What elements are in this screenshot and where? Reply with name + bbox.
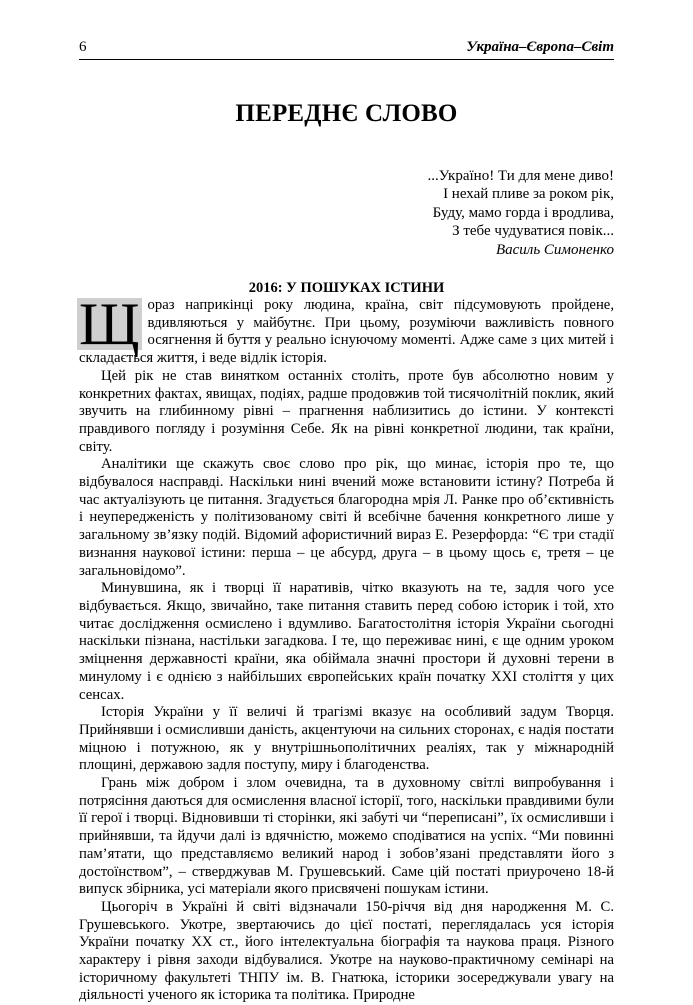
epigraph-line: ...Україно! Ти для мене диво! (427, 168, 614, 184)
paragraph: Цей рік не став винятком останніх століть, проте був абсолютно новим у конкретних фактах, явищах, подіях, радше продовжив той тисячолітній поклик, який звучить на глибинному рівні – прагнення наблизитись до істини. У контексті правдивого погляду і розуміння Себе. Як на рівні конкретної людини, так країни, світу. (79, 367, 614, 455)
epigraph-line: З тебе чудуватися повік... (452, 223, 614, 240)
epigraph-line: І нехай пливе за роком рік, (443, 186, 614, 203)
paragraph: Грань між добром і злом очевидна, та в духовному світлі випробування і потрясіння даються для осмислення власної історії, того, наскільки правдивими були її герої і творці. Відновивши ті сторінки, які забуті чи “переписані”, їх осмисливши і прийнявши, та йдучи далі із вдячністю, можемо сподіватися на успіх. “Ми повинні пам’ятати, що представляємо великий народ і зобов’язані представляти його з достоїнством”, – стверджував М. Грушевський. Саме цій постаті приурочено 18-й випуск збірника, усі матеріали якого присвячені пошукам істини. (79, 775, 614, 898)
page-title: ПЕРЕДНЄ СЛОВО (235, 100, 458, 127)
section-title: 2016: У ПОШУКАХ ІСТИНИ (248, 280, 445, 297)
running-title: Україна–Європа–Світ (466, 39, 614, 55)
epigraph-line: Буду, мамо горда і вродлива, (432, 204, 614, 221)
paragraph-text: ораз наприкінці року людина, країна, світ підсумовують пройдене, вдивляються у майбутнє. При цьому, розуміючи важливість повного осягнення й буття у реально існуючому моменті. Адже саме з цих митей і складається життя, і веде відлік історія. (79, 297, 614, 367)
page-number: 6 (79, 39, 87, 55)
paragraph: Минувшина, як і творці її наративів, чітко вказують на те, задля чого усе відбувається. Якщо, звичайно, таке питання ставить перед собою історик і той, хто читає дослідження осмислено і вдумливо. Багатостолітня історія України сьогодні наскільки пізнана, настільки загадкова. І те, що переживає нині, є ще одним уроком зміцнення державності країни, яка обіймала значні простори й духовні терени в минулому і є однією з найбільших європейських країн початку ХХІ століття у цих сенсах. (79, 580, 614, 703)
body-text (79, 291, 614, 1005)
page (79, 38, 614, 1005)
page-header (79, 38, 614, 60)
epigraph (79, 167, 614, 259)
paragraph: Історія України у її величі й трагізмі вказує на особливий задум Творця. Прийнявши і осмисливши даність, акцентуючи на сильних сторонах, є надія постати міцною і потужною, як у внутрішньополітичних реаліях, так у міжнародній площині, державою задля поступу, миру і благоденства. (79, 704, 614, 774)
paragraph (79, 291, 614, 368)
drop-cap: Щ (79, 291, 140, 358)
paragraph: Цьогоріч в Україні й світі відзначали 150-річчя від дня народження М. С. Грушевського. Укотре, звертаючись до цієї постаті, переглядалась уся історія України початку ХХ ст., його інтелектуальна біографія та наукова праця. Різного характеру і рівня заходи відбувалися. Укотре на науково-практичному семінарі на історичному факультеті ТНПУ ім. В. Гнатюка, історики зосереджували увагу на діяльності ученого як історика та політика. Природне (79, 898, 614, 1004)
paragraph: Аналітики ще скажуть своє слово про рік, що минає, історія про те, що відбувалося насправді. Наскільки нині вчений може встановити істину? Потреба й час актуалізують це питання. Згадується благородна мрія Л. Ранке про об’єктивність і неупередженість у політизованому світі й всебічне бачення конкретного лише у загальному зв’язку подій. Відомий афористичний вираз Е. Резерфорда: “Є три стадії визнання наукової істини: перша – це абсурд, друга – в цьому щось є, третя – це загальновідомо”. (79, 456, 614, 579)
epigraph-author: Василь Симоненко (495, 241, 614, 258)
